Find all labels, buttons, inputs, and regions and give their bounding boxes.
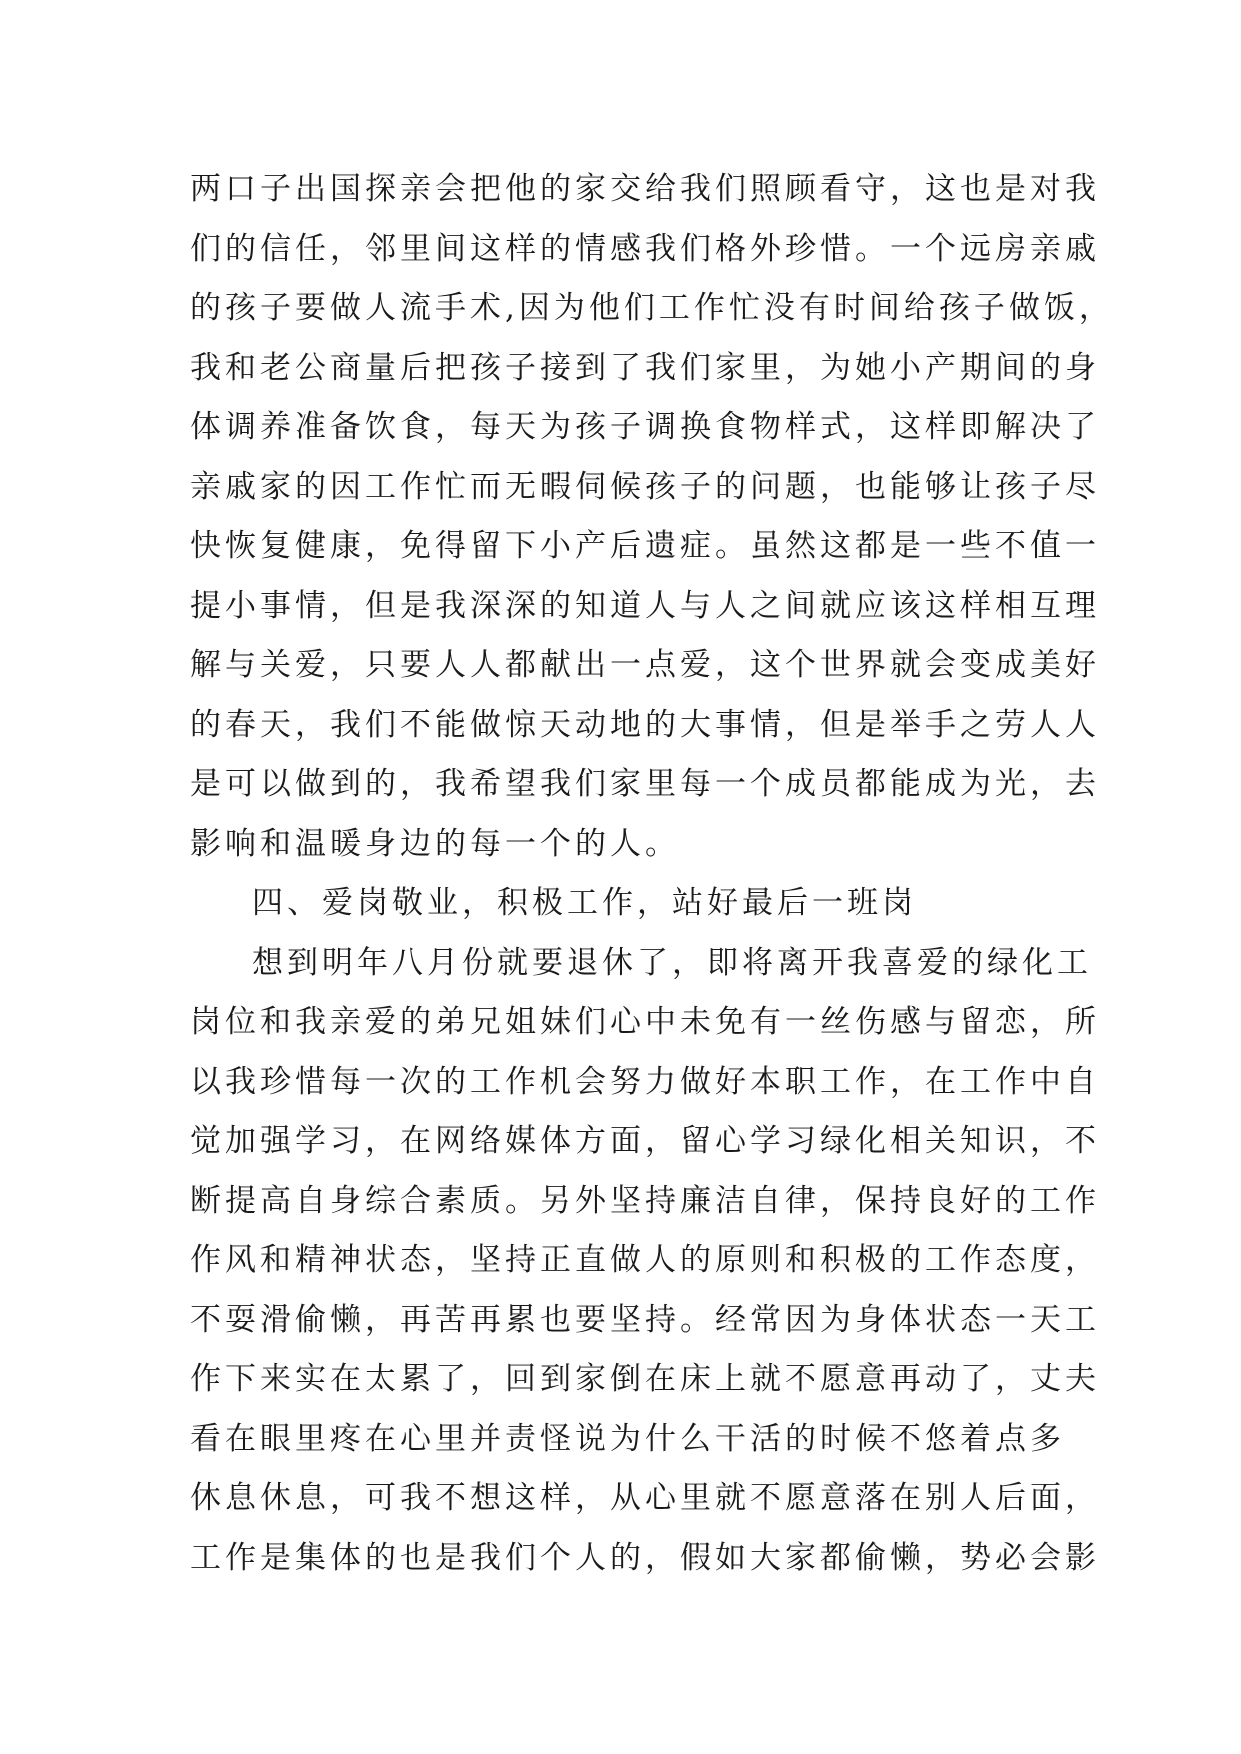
text-line: 不耍滑偷懒，再苦再累也要坚持。经常因为身体状态一天工 — [190, 1301, 1100, 1338]
section-heading: 四、爱岗敬业，积极工作，站好最后一班岗 — [252, 885, 917, 921]
text-line: 快恢复健康，免得留下小产后遗症。虽然这都是一些不值一 — [190, 528, 1100, 564]
text-line: 以我珍惜每一次的工作机会努力做好本职工作，在工作中自 — [190, 1063, 1100, 1100]
text-line: 两口子出国探亲会把他的家交给我们照顾看守，这也是对我 — [190, 171, 1100, 207]
text-line: 看在眼里疼在心里并责怪说为什么干活的时候不悠着点多 — [190, 1420, 1065, 1457]
text-line: 解与关爱，只要人人都献出一点爱，这个世界就会变成美好 — [190, 647, 1100, 683]
text-line: 体调养准备饮食，每天为孩子调换食物样式，这样即解决了 — [190, 409, 1100, 445]
text-line: 的孩子要做人流手术,因为他们工作忙没有时间给孩子做饭， — [190, 290, 1114, 326]
text-line: 作下来实在太累了，回到家倒在床上就不愿意再动了，丈夫 — [190, 1361, 1100, 1397]
text-line: 亲戚家的因工作忙而无暇伺候孩子的问题，也能够让孩子尽 — [190, 468, 1100, 505]
paragraph-first-line: 想到明年八月份就要退休了，即将离开我喜爱的绿化工 — [252, 944, 1092, 981]
text-line: 提小事情，但是我深深的知道人与人之间就应该这样相互理 — [190, 587, 1100, 624]
text-line: 断提高自身综合素质。另外坚持廉洁自律，保持良好的工作 — [190, 1182, 1100, 1219]
text-line: 觉加强学习，在网络媒体方面，留心学习绿化相关知识，不 — [190, 1123, 1100, 1159]
document-body — [190, 160, 1114, 1588]
text-line: 休息休息，可我不想这样，从心里就不愿意落在别人后面， — [190, 1480, 1100, 1516]
text-line: 我和老公商量后把孩子接到了我们家里，为她小产期间的身 — [190, 349, 1100, 386]
text-line: 作风和精神状态，坚持正直做人的原则和积极的工作态度， — [190, 1242, 1100, 1278]
text-line: 影响和温暖身边的每一个的人。 — [190, 825, 680, 862]
text-line: 的春天，我们不能做惊天动地的大事情，但是举手之劳人人 — [190, 706, 1100, 743]
text-line: 们的信任，邻里间这样的情感我们格外珍惜。一个远房亲戚 — [190, 230, 1100, 267]
text-line: 是可以做到的，我希望我们家里每一个成员都能成为光，去 — [190, 766, 1100, 802]
text-line: 岗位和我亲爱的弟兄姐妹们心中未免有一丝伤感与留恋，所 — [190, 1004, 1100, 1040]
text-line: 工作是集体的也是我们个人的，假如大家都偷懒，势必会影 — [190, 1539, 1100, 1576]
